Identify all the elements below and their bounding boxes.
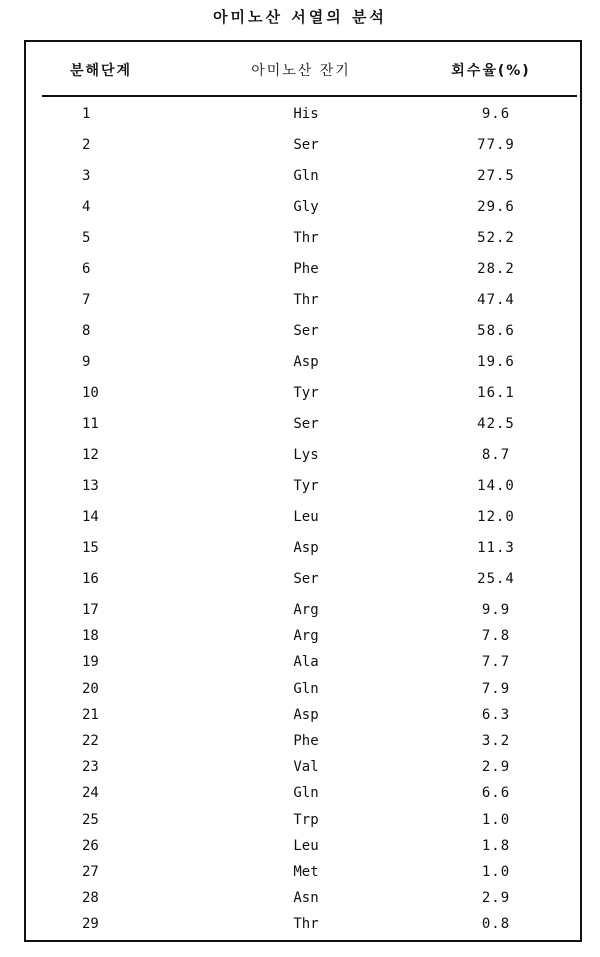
- residue-cell: Asp: [293, 354, 319, 370]
- recovery-cell: 7.9: [481, 680, 511, 697]
- residue-cell: Ser: [293, 571, 319, 587]
- residue-cell: Arg: [293, 628, 319, 645]
- table-row: [26, 753, 580, 779]
- recovery-cell: 14.0: [477, 478, 515, 494]
- step-cell: 16: [82, 571, 99, 587]
- residue-cell: Asp: [293, 706, 319, 723]
- residue-cell: Ser: [293, 323, 319, 339]
- recovery-cell: 9.9: [481, 602, 511, 618]
- residue-cell: Lys: [293, 447, 319, 463]
- recovery-cell: 1.0: [481, 811, 511, 828]
- step-cell: 7: [82, 292, 91, 308]
- recovery-cell: 47.4: [477, 292, 515, 308]
- residue-cell: Ala: [293, 654, 319, 671]
- table-row: [26, 286, 580, 317]
- recovery-cell: 52.2: [477, 230, 515, 246]
- step-cell: 13: [82, 478, 99, 494]
- recovery-cell: 28.2: [477, 261, 515, 277]
- recovery-cell: 25.4: [477, 571, 515, 587]
- recovery-cell: 9.6: [481, 106, 511, 122]
- recovery-cell: 16.1: [477, 385, 515, 401]
- header-recovery: 회수율(%): [451, 63, 531, 79]
- table-row: [26, 675, 580, 701]
- table-row: [26, 379, 580, 410]
- step-cell: 14: [82, 509, 99, 525]
- recovery-cell: 29.6: [477, 199, 515, 215]
- recovery-cell: 27.5: [477, 168, 515, 184]
- table-row: [26, 779, 580, 805]
- recovery-cell: 2.9: [481, 759, 511, 776]
- recovery-cell: 11.3: [477, 540, 515, 556]
- step-cell: 5: [82, 230, 91, 246]
- table-row: [26, 622, 580, 648]
- residue-cell: Tyr: [293, 385, 319, 401]
- header-residue: 아미노산 잔기: [251, 63, 351, 79]
- step-cell: 29: [82, 916, 99, 933]
- table-row: [26, 317, 580, 348]
- recovery-cell: 8.7: [481, 447, 511, 463]
- residue-cell: Tyr: [293, 478, 319, 494]
- table-row: [26, 858, 580, 884]
- residue-cell: Phe: [293, 732, 319, 749]
- step-cell: 3: [82, 168, 91, 184]
- table-row: [26, 806, 580, 832]
- step-cell: 22: [82, 732, 99, 749]
- residue-cell: Phe: [293, 261, 319, 277]
- step-cell: 4: [82, 199, 91, 215]
- residue-cell: Gln: [293, 785, 319, 802]
- header-divider: [42, 95, 577, 97]
- page-title: 아미노산 서열의 분석: [213, 8, 387, 26]
- table-row: [26, 565, 580, 596]
- step-cell: 17: [82, 602, 99, 618]
- recovery-cell: 7.8: [481, 628, 511, 645]
- residue-cell: Gln: [293, 680, 319, 697]
- table-row: [26, 100, 580, 131]
- table-header: [26, 60, 580, 84]
- table-row: [26, 596, 580, 622]
- step-cell: 9: [82, 354, 91, 370]
- recovery-cell: 6.3: [481, 706, 511, 723]
- residue-cell: Thr: [293, 292, 319, 308]
- recovery-cell: 12.0: [477, 509, 515, 525]
- recovery-cell: 77.9: [477, 137, 515, 153]
- residue-cell: Arg: [293, 602, 319, 618]
- table-row: [26, 441, 580, 472]
- step-cell: 8: [82, 323, 91, 339]
- table-row: [26, 410, 580, 441]
- residue-cell: Gln: [293, 168, 319, 184]
- step-cell: 19: [82, 654, 99, 671]
- step-cell: 12: [82, 447, 99, 463]
- residue-cell: Leu: [293, 837, 319, 854]
- residue-cell: Gly: [293, 199, 319, 215]
- recovery-cell: 0.8: [481, 916, 511, 933]
- recovery-cell: 7.7: [481, 654, 511, 671]
- table-row: [26, 131, 580, 162]
- step-cell: 28: [82, 890, 99, 907]
- step-cell: 2: [82, 137, 91, 153]
- recovery-cell: 1.0: [481, 863, 511, 880]
- table-row: [26, 727, 580, 753]
- residue-cell: His: [293, 106, 319, 122]
- step-cell: 11: [82, 416, 99, 432]
- residue-cell: Met: [293, 863, 319, 880]
- residue-cell: Thr: [293, 916, 319, 933]
- step-cell: 21: [82, 706, 99, 723]
- table-row: [26, 534, 580, 565]
- step-cell: 10: [82, 385, 99, 401]
- step-cell: 24: [82, 785, 99, 802]
- table-frame: [24, 40, 582, 942]
- residue-cell: Asn: [293, 890, 319, 907]
- step-cell: 27: [82, 863, 99, 880]
- table-row: [26, 224, 580, 255]
- residue-cell: Thr: [293, 230, 319, 246]
- residue-cell: Val: [293, 759, 319, 776]
- step-cell: 1: [82, 106, 91, 122]
- residue-cell: Leu: [293, 509, 319, 525]
- step-cell: 15: [82, 540, 99, 556]
- recovery-cell: 6.6: [481, 785, 511, 802]
- recovery-cell: 2.9: [481, 890, 511, 907]
- table-row: [26, 472, 580, 503]
- residue-cell: Ser: [293, 137, 319, 153]
- table-row: [26, 648, 580, 674]
- step-cell: 18: [82, 628, 99, 645]
- table-row: [26, 348, 580, 379]
- table-row: [26, 884, 580, 910]
- step-cell: 6: [82, 261, 91, 277]
- table-row: [26, 193, 580, 224]
- table-row: [26, 162, 580, 193]
- recovery-cell: 1.8: [481, 837, 511, 854]
- step-cell: 20: [82, 680, 99, 697]
- recovery-cell: 58.6: [477, 323, 515, 339]
- header-step: 분해단계: [69, 63, 133, 79]
- recovery-cell: 19.6: [477, 354, 515, 370]
- table-row: [26, 503, 580, 534]
- step-cell: 25: [82, 811, 99, 828]
- recovery-cell: 42.5: [477, 416, 515, 432]
- table-row: [26, 701, 580, 727]
- residue-cell: Trp: [293, 811, 319, 828]
- residue-cell: Ser: [293, 416, 319, 432]
- table-row: [26, 832, 580, 858]
- residue-cell: Asp: [293, 540, 319, 556]
- table-body: [26, 100, 580, 936]
- table-row: [26, 255, 580, 286]
- step-cell: 23: [82, 759, 99, 776]
- step-cell: 26: [82, 837, 99, 854]
- table-row: [26, 910, 580, 936]
- recovery-cell: 3.2: [481, 732, 511, 749]
